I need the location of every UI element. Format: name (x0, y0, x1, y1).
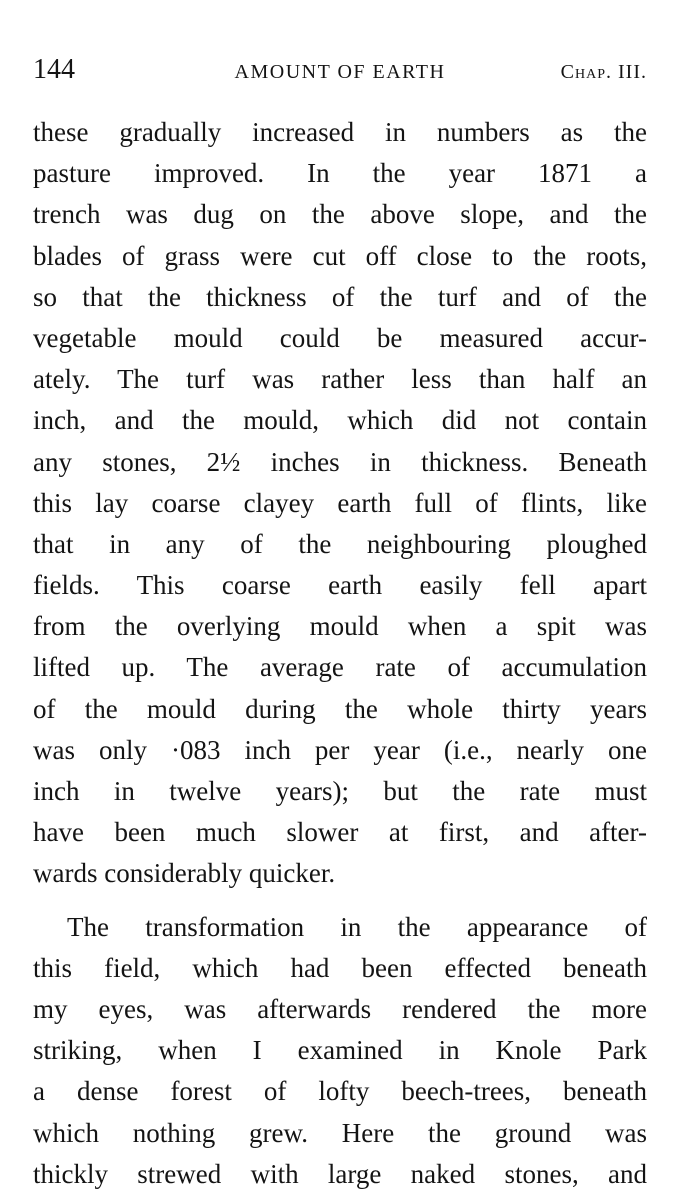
text-line: have been much slower at first, and after- (33, 817, 647, 848)
body-text (33, 112, 647, 1195)
chapter-label: Chap. III. (560, 61, 647, 83)
text-line: this lay coarse clayey earth full of flints, like (33, 487, 647, 518)
text-line: was only ·083 inch per year (i.e., nearly one (33, 734, 647, 765)
text-line: ately. The turf was rather less than half an (33, 364, 647, 395)
paragraph (33, 112, 647, 895)
text-line: striking, when I examined in Knole Park (33, 1035, 647, 1066)
paragraph (33, 907, 647, 1195)
text-line: of the mould during the whole thirty years (33, 693, 647, 724)
text-line: wards considerably quicker. (33, 858, 336, 889)
text-line: so that the thickness of the turf and of the (33, 281, 647, 312)
text-line: blades of grass were cut off close to the roots, (33, 240, 647, 271)
text-line: fields. This coarse earth easily fell apart (33, 570, 647, 601)
text-line: any stones, 2½ inches in thickness. Beneath (33, 446, 647, 477)
text-line: inch in twelve years); but the rate must (33, 776, 647, 806)
text-line: these gradually increased in numbers as the (33, 117, 647, 147)
text-line: that in any of the neighbouring ploughed (33, 528, 647, 559)
text-line: vegetable mould could be measured accur- (33, 322, 647, 353)
text-line: The transformation in the appearance of (67, 911, 647, 942)
text-line: lifted up. The average rate of accumulation (33, 652, 647, 683)
text-line: which nothing grew. Here the ground was (33, 1117, 647, 1148)
text-line: this field, which had been effected beneath (33, 952, 647, 983)
text-line: from the overlying mould when a spit was (33, 611, 647, 642)
paragraph-gap (33, 895, 647, 907)
running-header (33, 52, 647, 88)
text-line: trench was dug on the above slope, and the (33, 199, 647, 230)
running-title: AMOUNT OF EARTH (234, 61, 446, 83)
text-line: inch, and the mould, which did not contain (33, 405, 647, 436)
text-line: pasture improved. In the year 1871 a (33, 158, 647, 189)
text-line: my eyes, was afterwards rendered the more (33, 993, 647, 1024)
text-line: a dense forest of lofty beech-trees, beneath (33, 1076, 647, 1107)
page-number: 144 (33, 54, 75, 85)
text-line: thickly strewed with large naked stones, and (33, 1158, 647, 1189)
